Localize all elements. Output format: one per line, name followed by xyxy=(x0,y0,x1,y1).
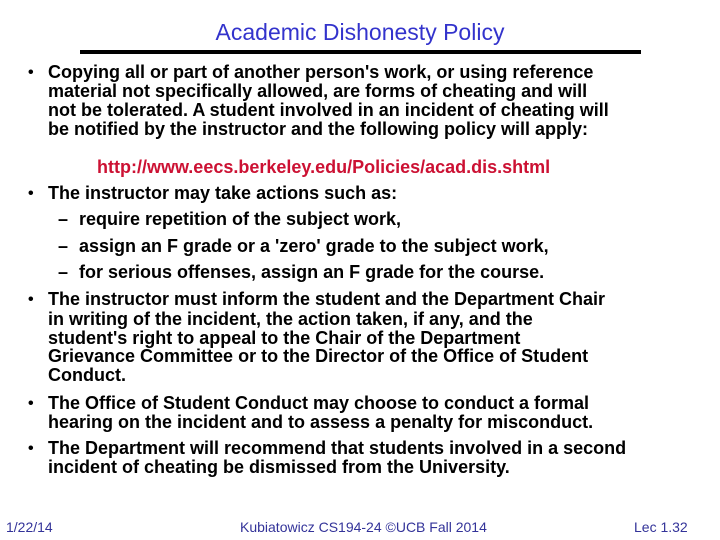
bullet-icon: • xyxy=(28,64,34,81)
bullet-text-line: Conduct. xyxy=(48,365,126,385)
bullet-text-line: hearing on the incident and to assess a penalty for misconduct. xyxy=(48,412,594,432)
footer-page-number: Lec 1.32 xyxy=(634,519,688,535)
sub-item-text: require repetition of the subject work, xyxy=(79,209,402,229)
bullet-text-line: not be tolerated. A student involved in an incident of cheating will xyxy=(48,100,609,120)
footer-date: 1/22/14 xyxy=(6,519,53,535)
dash-icon: – xyxy=(58,262,69,282)
bullet-text-line: The instructor must inform the student and the Department Chair xyxy=(48,289,606,309)
bullet-text-line: incident of cheating be dismissed from the University. xyxy=(48,457,510,477)
bullet-text-line: student's right to appeal to the Chair of the Department xyxy=(48,328,521,348)
bullet-text-line: be notified by the instructor and the following policy will apply: xyxy=(48,119,589,139)
bullet-text-line: The Office of Student Conduct may choose to conduct a formal xyxy=(48,393,590,413)
bullet-text-line: material not specifically allowed, are forms of cheating and will xyxy=(48,81,588,101)
bullet-text-line: Copying all or part of another person's work, or using reference xyxy=(48,62,594,82)
bullet-text-line: in writing of the incident, the action taken, if any, and the xyxy=(48,309,533,329)
bullet-icon: • xyxy=(28,395,34,412)
title-divider xyxy=(80,50,641,54)
bullet-text-line: The Department will recommend that students involved in a second xyxy=(48,438,627,458)
sub-item-text: for serious offenses, assign an F grade for the course. xyxy=(79,262,545,282)
bullet-icon: • xyxy=(28,440,34,457)
dash-icon: – xyxy=(58,209,69,229)
policy-url-link[interactable]: http://www.eecs.berkeley.edu/Policies/acad.dis.shtml xyxy=(97,157,551,177)
sub-item-text: assign an F grade or a 'zero' grade to the subject work, xyxy=(79,236,549,256)
bullet-text-line: Grievance Committee or to the Director of the Office of Student xyxy=(48,346,589,366)
bullet-icon: • xyxy=(28,291,34,308)
bullet-icon: • xyxy=(28,185,34,202)
bullet-text-line: The instructor may take actions such as: xyxy=(48,183,398,203)
slide-title: Academic Dishonesty Policy xyxy=(215,19,505,45)
dash-icon: – xyxy=(58,236,69,256)
footer-course: Kubiatowicz CS194-24 ©UCB Fall 2014 xyxy=(240,519,487,535)
